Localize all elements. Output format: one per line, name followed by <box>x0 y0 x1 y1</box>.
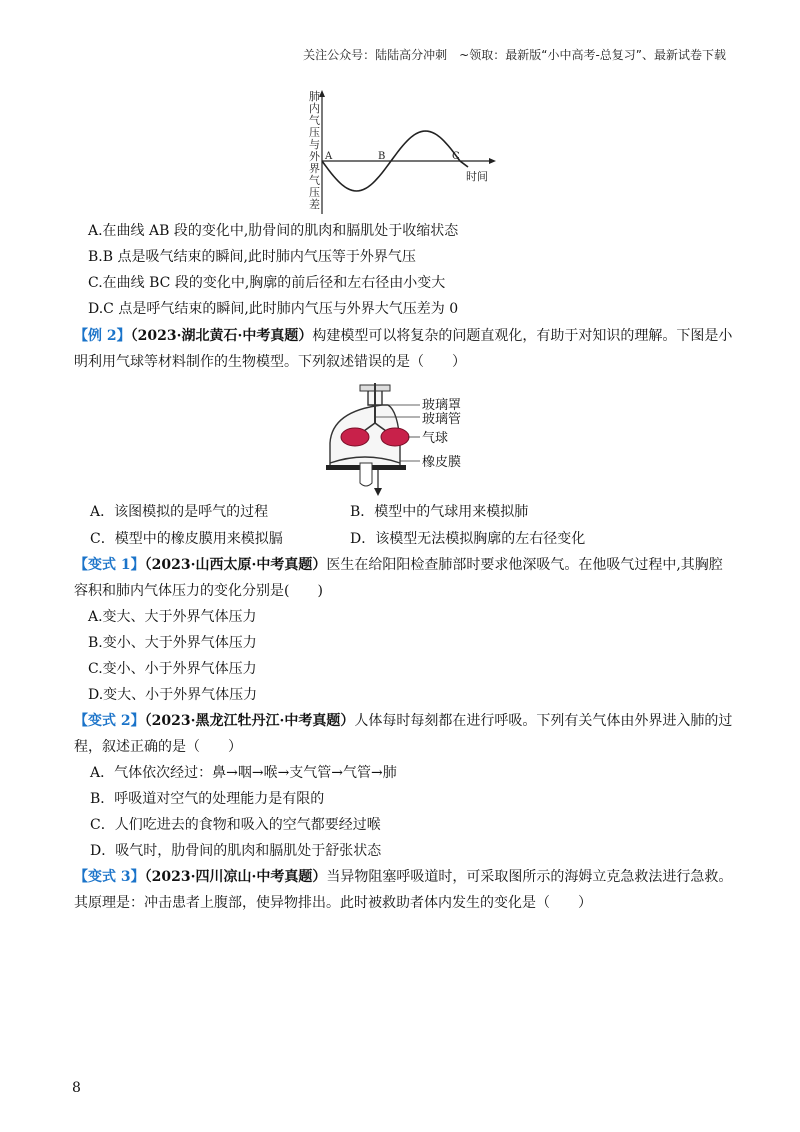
pull-arrowhead <box>374 488 382 496</box>
variant2-stem-text: 人体每时每刻都在进行呼吸。下列有关气体由外界进入肺的过 <box>354 713 733 729</box>
variant2-option-d: D．吸气时，肋骨间的肌肉和膈肌处于舒张状态 <box>90 843 382 859</box>
variant1-option-a: A.变大、大于外界气体压力 <box>88 609 257 625</box>
variant1-source: （2023·山西太原·中考真题） <box>144 557 327 573</box>
svg-text:肺: 肺 <box>309 90 320 103</box>
variant2-tag: 【变式 2】 <box>74 713 145 729</box>
label-rubber-membrane: 橡皮膜 <box>422 455 462 470</box>
svg-text:与: 与 <box>309 138 320 151</box>
variant1-option-b: B.变小、大于外界气体压力 <box>88 635 257 651</box>
point-b-label: B <box>378 151 386 162</box>
variant1-tag: 【变式 1】 <box>74 557 145 573</box>
page-header: 关注公众号：陆陆高分冲刺 ~领取：最新版“小中高考-总复习”、最新试卷下载 <box>303 48 726 62</box>
example2-option-c: C．模型中的橡皮膜用来模拟膈 <box>90 531 283 547</box>
svg-text:差: 差 <box>309 198 320 211</box>
q1-option-a: A.在曲线 AB 段的变化中,肋骨间的肌肉和膈肌处于收缩状态 <box>88 223 459 239</box>
example2-stem-line2: 明利用气球等材料制作的生物模型。下列叙述错误的是（ ） <box>74 354 466 370</box>
variant3-stem-line1 <box>74 868 732 886</box>
example2-option-d: D．该模型无法模拟胸廓的左右径变化 <box>350 531 586 547</box>
label-glass-jar: 玻璃罩 <box>422 398 462 413</box>
variant1-option-c: C.变小、小于外界气体压力 <box>88 661 257 677</box>
variant1-stem-line1 <box>74 556 723 574</box>
q1-option-d: D.C 点是呼气结束的瞬间,此时肺内气压与外界大气压差为 0 <box>88 301 459 317</box>
example2-source: （2023·湖北黄石·中考真题） <box>130 328 313 344</box>
variant2-option-c: C．人们吃进去的食物和吸入的空气都要经过喉 <box>90 817 381 833</box>
variant2-option-b: B．呼吸道对空气的处理能力是有限的 <box>90 791 325 807</box>
lung-model-diagram <box>320 383 490 498</box>
svg-text:外: 外 <box>309 150 320 163</box>
variant3-tag: 【变式 3】 <box>74 869 145 885</box>
svg-text:气: 气 <box>309 114 320 127</box>
variant2-stem-line2: 程，叙述正确的是（ ） <box>74 739 242 755</box>
pressure-graph <box>300 88 500 218</box>
svg-text:内: 内 <box>309 102 320 115</box>
q1-option-b: B.B 点是吸气结束的瞬间,此时肺内气压等于外界气压 <box>88 249 416 265</box>
variant1-stem-line2: 容积和肺内气体压力的变化分别是( ) <box>74 583 323 599</box>
label-glass-tube: 玻璃管 <box>422 412 462 427</box>
page-number: 8 <box>72 1080 81 1096</box>
svg-text:界: 界 <box>309 162 320 175</box>
svg-text:压: 压 <box>309 186 320 199</box>
example2-option-a: A．该图模拟的是呼气的过程 <box>90 504 269 520</box>
x-axis-label: 时间 <box>466 170 488 183</box>
svg-text:压: 压 <box>309 126 320 139</box>
balloon-left <box>341 428 369 446</box>
x-axis-arrow <box>489 158 496 164</box>
variant2-option-a: A．气体依次经过：鼻→咽→喉→支气管→气管→肺 <box>90 765 397 781</box>
example2-stem-line1 <box>74 327 732 345</box>
variant1-stem-text: 医生在给阳阳检查肺部时要求他深吸气。在他吸气过程中,其胸腔 <box>326 557 723 573</box>
q1-option-c: C.在曲线 BC 段的变化中,胸廓的前后径和左右径由小变大 <box>88 275 446 291</box>
example2-stem-text: 构建模型可以将复杂的问题直观化，有助于对知识的理解。下图是小 <box>312 328 733 344</box>
glass-bell-jar <box>330 387 400 467</box>
variant3-stem-text: 当异物阻塞呼吸道时，可采取图所示的海姆立克急救法进行急救。 <box>326 869 733 885</box>
svg-text:气: 气 <box>309 174 320 187</box>
variant2-source: （2023·黑龙江牡丹江·中考真题） <box>144 713 355 729</box>
hand-pulling <box>360 463 372 486</box>
y-axis-label <box>309 89 321 211</box>
balloon-right <box>381 428 409 446</box>
variant3-stem-line2: 其原理是：冲击患者上腹部，使异物排出。此时被救助者体内发生的变化是（ ） <box>74 895 592 911</box>
example2-tag: 【例 2】 <box>74 328 131 344</box>
point-c-label: C <box>452 151 460 162</box>
label-balloon: 气球 <box>422 431 449 446</box>
variant1-option-d: D.变大、小于外界气体压力 <box>88 687 258 703</box>
variant3-source: （2023·四川凉山·中考真题） <box>144 869 327 885</box>
variant2-stem-line1 <box>74 712 732 730</box>
example2-option-b: B．模型中的气球用来模拟肺 <box>350 504 529 520</box>
point-a-label: A <box>325 151 333 162</box>
